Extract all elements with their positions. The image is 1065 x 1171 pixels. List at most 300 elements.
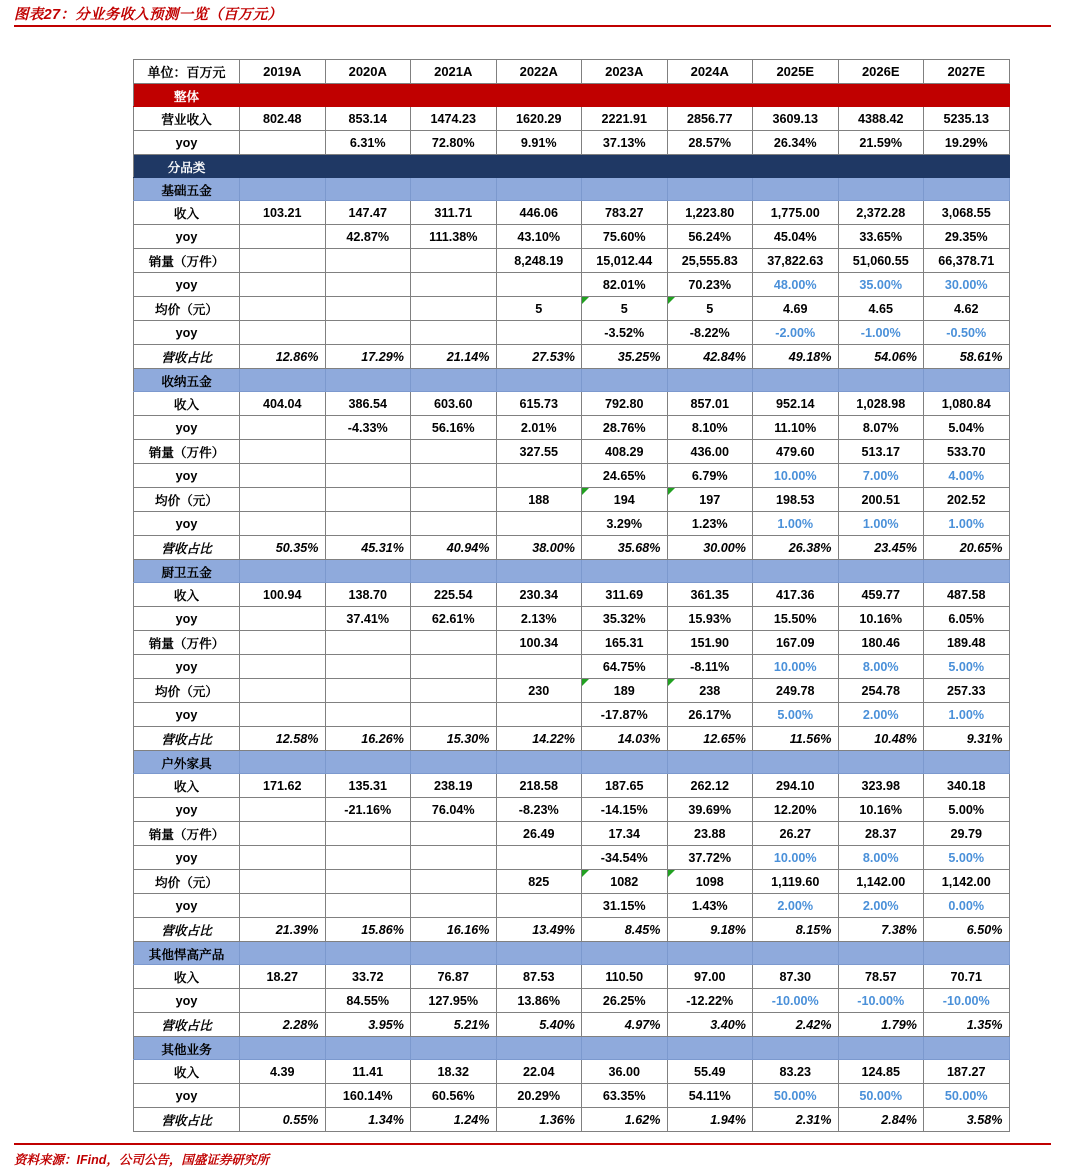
table-row	[134, 225, 1010, 249]
table-cell: 5.00%	[924, 798, 1010, 822]
table-cell: 408.29	[582, 440, 668, 464]
table-cell: 1,775.00	[753, 201, 839, 225]
table-cell: 487.58	[924, 583, 1010, 607]
table-cell	[240, 416, 326, 440]
table-cell: 28.37	[838, 822, 924, 846]
table-cell: 327.55	[496, 440, 582, 464]
section-banner-filler	[667, 560, 753, 583]
table-cell: 33.65%	[838, 225, 924, 249]
table-cell: 187.27	[924, 1060, 1010, 1084]
table-cell: 230.34	[496, 583, 582, 607]
section-banner-filler	[496, 942, 582, 965]
table-cell: 13.49%	[496, 918, 582, 942]
table-cell	[411, 488, 497, 512]
table-cell	[411, 440, 497, 464]
table-cell: 10.16%	[838, 798, 924, 822]
section-banner-filler	[496, 84, 582, 107]
section-banner-filler	[496, 155, 582, 178]
section-banner-filler	[753, 942, 839, 965]
table-cell: 1,080.84	[924, 392, 1010, 416]
table-cell: 56.16%	[411, 416, 497, 440]
table-cell: 8.10%	[667, 416, 753, 440]
table-row	[134, 249, 1010, 273]
row-label: yoy	[134, 894, 240, 918]
table-cell: 262.12	[667, 774, 753, 798]
table-cell: 187.65	[582, 774, 668, 798]
table-cell: 1.34%	[325, 1108, 411, 1132]
table-row	[134, 870, 1010, 894]
table-cell: 1.00%	[753, 512, 839, 536]
section-banner-filler	[582, 178, 668, 201]
table-cell: 25,555.83	[667, 249, 753, 273]
table-row	[134, 631, 1010, 655]
table-cell: 1.24%	[411, 1108, 497, 1132]
section-banner-filler	[240, 155, 326, 178]
row-label: 销量（万件）	[134, 440, 240, 464]
table-cell: -0.50%	[924, 321, 1010, 345]
section-banner-row	[134, 751, 1010, 774]
table-cell	[325, 894, 411, 918]
table-cell	[240, 870, 326, 894]
table-row	[134, 464, 1010, 488]
table-cell: 62.61%	[411, 607, 497, 631]
table-cell: -8.23%	[496, 798, 582, 822]
table-cell	[325, 846, 411, 870]
source-note: 资料来源：IFind，公司公告，国盛证券研究所	[14, 1153, 269, 1167]
table-cell: 459.77	[838, 583, 924, 607]
table-cell	[240, 512, 326, 536]
table-cell: 513.17	[838, 440, 924, 464]
table-cell: 533.70	[924, 440, 1010, 464]
section-banner-filler	[582, 560, 668, 583]
section-banner-filler	[753, 751, 839, 774]
table-cell	[411, 249, 497, 273]
column-header-2022A: 2022A	[496, 60, 582, 84]
section-banner-filler	[582, 155, 668, 178]
table-cell: 200.51	[838, 488, 924, 512]
section-banner-label: 户外家具	[134, 751, 240, 774]
table-cell: 8.00%	[838, 846, 924, 870]
table-cell: 22.04	[496, 1060, 582, 1084]
table-cell	[325, 321, 411, 345]
table-cell	[325, 512, 411, 536]
section-banner-filler	[753, 178, 839, 201]
column-header-2019A: 2019A	[240, 60, 326, 84]
table-cell	[325, 655, 411, 679]
table-cell	[496, 464, 582, 488]
table-cell: 49.18%	[753, 345, 839, 369]
table-cell: 340.18	[924, 774, 1010, 798]
table-cell: 0.00%	[924, 894, 1010, 918]
table-row	[134, 297, 1010, 321]
table-cell: 202.52	[924, 488, 1010, 512]
table-cell: 15.93%	[667, 607, 753, 631]
table-cell: 50.00%	[838, 1084, 924, 1108]
table-cell	[325, 273, 411, 297]
table-cell: 78.57	[838, 965, 924, 989]
section-banner-filler	[753, 1037, 839, 1060]
table-row	[134, 201, 1010, 225]
table-cell: 1,119.60	[753, 870, 839, 894]
table-cell: 479.60	[753, 440, 839, 464]
table-row	[134, 774, 1010, 798]
column-header-2023A: 2023A	[582, 60, 668, 84]
row-label: 均价（元）	[134, 870, 240, 894]
section-banner-filler	[325, 942, 411, 965]
table-cell: 5	[496, 297, 582, 321]
table-cell	[411, 321, 497, 345]
table-cell: 11.41	[325, 1060, 411, 1084]
table-cell: 35.32%	[582, 607, 668, 631]
table-cell: 103.21	[240, 201, 326, 225]
section-banner-filler	[325, 560, 411, 583]
table-cell: 4.62	[924, 297, 1010, 321]
table-cell	[325, 297, 411, 321]
table-cell: 5	[667, 297, 753, 321]
table-cell	[325, 870, 411, 894]
section-banner-filler	[411, 369, 497, 392]
table-cell: 1.79%	[838, 1013, 924, 1037]
table-cell: 3.40%	[667, 1013, 753, 1037]
table-cell: 5.40%	[496, 1013, 582, 1037]
row-label: 营收占比	[134, 918, 240, 942]
table-cell	[240, 273, 326, 297]
table-cell: 1,028.98	[838, 392, 924, 416]
table-cell: 5.21%	[411, 1013, 497, 1037]
table-cell: 257.33	[924, 679, 1010, 703]
table-cell: 249.78	[753, 679, 839, 703]
table-cell: 4.00%	[924, 464, 1010, 488]
table-cell: 127.95%	[411, 989, 497, 1013]
table-cell: 5	[582, 297, 668, 321]
table-cell: -8.11%	[667, 655, 753, 679]
table-cell	[240, 225, 326, 249]
table-cell: 5235.13	[924, 107, 1010, 131]
table-cell: 1.94%	[667, 1108, 753, 1132]
table-cell: 50.00%	[753, 1084, 839, 1108]
table-cell: 35.00%	[838, 273, 924, 297]
table-cell: 70.23%	[667, 273, 753, 297]
table-cell: 8.07%	[838, 416, 924, 440]
table-cell	[240, 1084, 326, 1108]
table-cell: 55.49	[667, 1060, 753, 1084]
table-cell	[411, 631, 497, 655]
table-cell: 1,142.00	[924, 870, 1010, 894]
table-cell: 802.48	[240, 107, 326, 131]
table-cell: 10.00%	[753, 464, 839, 488]
table-cell	[240, 464, 326, 488]
table-cell	[240, 607, 326, 631]
table-cell: 17.34	[582, 822, 668, 846]
table-cell: 45.31%	[325, 536, 411, 560]
table-cell: 12.65%	[667, 727, 753, 751]
section-banner-filler	[582, 84, 668, 107]
section-banner-filler	[667, 369, 753, 392]
table-row	[134, 488, 1010, 512]
table-cell: 82.01%	[582, 273, 668, 297]
row-label: 均价（元）	[134, 679, 240, 703]
row-label: yoy	[134, 273, 240, 297]
section-banner-filler	[838, 751, 924, 774]
table-cell	[411, 273, 497, 297]
table-cell: -14.15%	[582, 798, 668, 822]
section-banner-filler	[667, 1037, 753, 1060]
table-cell: 151.90	[667, 631, 753, 655]
table-cell: 26.17%	[667, 703, 753, 727]
table-row	[134, 846, 1010, 870]
table-cell: 857.01	[667, 392, 753, 416]
row-label: 收入	[134, 392, 240, 416]
table-cell	[240, 846, 326, 870]
table-cell: 21.59%	[838, 131, 924, 155]
table-cell: 5.04%	[924, 416, 1010, 440]
table-cell: 3.58%	[924, 1108, 1010, 1132]
table-cell	[411, 655, 497, 679]
table-header-row	[134, 60, 1010, 84]
section-banner-filler	[667, 84, 753, 107]
table-cell: 26.34%	[753, 131, 839, 155]
table-cell: 160.14%	[325, 1084, 411, 1108]
section-banner-filler	[924, 942, 1010, 965]
table-cell: 42.87%	[325, 225, 411, 249]
table-cell: 29.35%	[924, 225, 1010, 249]
section-banner-label: 分品类	[134, 155, 240, 178]
section-banner-filler	[838, 155, 924, 178]
table-cell: 64.75%	[582, 655, 668, 679]
row-label: yoy	[134, 416, 240, 440]
table-cell: 7.00%	[838, 464, 924, 488]
row-label: yoy	[134, 512, 240, 536]
section-banner-filler	[496, 560, 582, 583]
section-banner-filler	[753, 369, 839, 392]
table-row	[134, 131, 1010, 155]
table-row	[134, 392, 1010, 416]
table-cell: 2.42%	[753, 1013, 839, 1037]
table-cell: 35.25%	[582, 345, 668, 369]
table-cell	[240, 297, 326, 321]
source-divider	[14, 1143, 1051, 1145]
table-cell	[496, 655, 582, 679]
table-cell: 1.43%	[667, 894, 753, 918]
table-cell: 1082	[582, 870, 668, 894]
table-cell: 10.16%	[838, 607, 924, 631]
section-banner-filler	[411, 942, 497, 965]
table-cell: 1.36%	[496, 1108, 582, 1132]
table-cell: 48.00%	[753, 273, 839, 297]
table-cell: 10.48%	[838, 727, 924, 751]
table-cell	[496, 703, 582, 727]
table-cell: 21.14%	[411, 345, 497, 369]
table-cell: 230	[496, 679, 582, 703]
table-cell: 50.35%	[240, 536, 326, 560]
table-cell	[411, 822, 497, 846]
row-label: 营收占比	[134, 345, 240, 369]
table-cell: 56.24%	[667, 225, 753, 249]
section-banner-filler	[325, 84, 411, 107]
table-cell: 54.11%	[667, 1084, 753, 1108]
table-cell: 825	[496, 870, 582, 894]
table-cell: 19.29%	[924, 131, 1010, 155]
section-banner-filler	[411, 1037, 497, 1060]
row-label: yoy	[134, 607, 240, 631]
table-cell: 1620.29	[496, 107, 582, 131]
section-banner-filler	[667, 155, 753, 178]
revenue-forecast-table	[133, 59, 1010, 1132]
table-cell: 15.30%	[411, 727, 497, 751]
table-cell	[411, 512, 497, 536]
table-cell	[240, 655, 326, 679]
table-cell: 45.04%	[753, 225, 839, 249]
table-cell: 2.00%	[753, 894, 839, 918]
table-cell: 189	[582, 679, 668, 703]
section-banner-row	[134, 84, 1010, 107]
table-cell: 15,012.44	[582, 249, 668, 273]
table-cell: -17.87%	[582, 703, 668, 727]
table-cell: 37.41%	[325, 607, 411, 631]
table-row	[134, 703, 1010, 727]
table-cell: 26.49	[496, 822, 582, 846]
section-banner-filler	[838, 369, 924, 392]
section-banner-filler	[496, 1037, 582, 1060]
table-cell	[325, 464, 411, 488]
table-cell: 1474.23	[411, 107, 497, 131]
table-cell	[240, 131, 326, 155]
table-cell	[496, 321, 582, 345]
table-cell	[325, 631, 411, 655]
table-cell: 28.57%	[667, 131, 753, 155]
table-cell	[411, 894, 497, 918]
table-cell: 254.78	[838, 679, 924, 703]
table-cell	[240, 249, 326, 273]
table-cell: 66,378.71	[924, 249, 1010, 273]
table-cell: 8,248.19	[496, 249, 582, 273]
table-cell: 4.39	[240, 1060, 326, 1084]
table-cell: 8.15%	[753, 918, 839, 942]
table-cell: 18.32	[411, 1060, 497, 1084]
table-cell: 39.69%	[667, 798, 753, 822]
forecast-table-container	[133, 59, 1003, 1132]
section-banner-filler	[838, 84, 924, 107]
table-cell: 111.38%	[411, 225, 497, 249]
section-banner-row	[134, 178, 1010, 201]
table-cell: 36.00	[582, 1060, 668, 1084]
section-banner-label: 整体	[134, 84, 240, 107]
table-cell	[240, 989, 326, 1013]
table-cell	[325, 703, 411, 727]
table-cell	[496, 512, 582, 536]
table-cell: 54.06%	[838, 345, 924, 369]
table-row	[134, 107, 1010, 131]
table-cell: 1,142.00	[838, 870, 924, 894]
table-cell: 188	[496, 488, 582, 512]
table-cell: 311.71	[411, 201, 497, 225]
row-label: 均价（元）	[134, 488, 240, 512]
table-cell	[240, 488, 326, 512]
table-cell: 15.86%	[325, 918, 411, 942]
section-banner-filler	[838, 942, 924, 965]
table-cell: 24.65%	[582, 464, 668, 488]
table-cell: 4.97%	[582, 1013, 668, 1037]
table-cell: 1098	[667, 870, 753, 894]
section-banner-filler	[411, 155, 497, 178]
table-row	[134, 798, 1010, 822]
section-banner-filler	[325, 155, 411, 178]
table-cell: 51,060.55	[838, 249, 924, 273]
table-cell: 9.91%	[496, 131, 582, 155]
table-row	[134, 416, 1010, 440]
table-cell: 14.22%	[496, 727, 582, 751]
table-cell: 1.35%	[924, 1013, 1010, 1037]
table-cell: 10.00%	[753, 655, 839, 679]
table-row	[134, 894, 1010, 918]
table-cell: 28.76%	[582, 416, 668, 440]
table-cell	[240, 679, 326, 703]
table-cell: -1.00%	[838, 321, 924, 345]
table-body	[134, 60, 1010, 1132]
section-banner-filler	[240, 751, 326, 774]
table-row	[134, 1060, 1010, 1084]
table-cell: 194	[582, 488, 668, 512]
table-row	[134, 273, 1010, 297]
table-cell: 9.31%	[924, 727, 1010, 751]
table-row	[134, 512, 1010, 536]
table-cell: 783.27	[582, 201, 668, 225]
table-cell: 417.36	[753, 583, 839, 607]
table-row	[134, 679, 1010, 703]
section-banner-filler	[496, 751, 582, 774]
table-cell	[240, 440, 326, 464]
section-banner-filler	[753, 560, 839, 583]
section-banner-filler	[411, 178, 497, 201]
figure-title: 图表27：分业务收入预测一览（百万元）	[14, 7, 283, 23]
header-unit-label: 单位：百万元	[134, 60, 240, 84]
table-cell: 853.14	[325, 107, 411, 131]
section-banner-filler	[240, 84, 326, 107]
row-label: 销量（万件）	[134, 822, 240, 846]
table-cell: 16.16%	[411, 918, 497, 942]
row-label: yoy	[134, 225, 240, 249]
table-cell	[240, 703, 326, 727]
table-cell: 26.38%	[753, 536, 839, 560]
row-label: 收入	[134, 774, 240, 798]
section-banner-filler	[667, 178, 753, 201]
section-banner-filler	[924, 84, 1010, 107]
table-cell: 26.25%	[582, 989, 668, 1013]
table-cell: 60.56%	[411, 1084, 497, 1108]
table-cell: 12.58%	[240, 727, 326, 751]
section-banner-filler	[667, 751, 753, 774]
table-cell: 2.13%	[496, 607, 582, 631]
table-cell: 12.86%	[240, 345, 326, 369]
table-cell: 5.00%	[753, 703, 839, 727]
table-cell: 9.18%	[667, 918, 753, 942]
table-cell: 31.15%	[582, 894, 668, 918]
section-banner-filler	[838, 1037, 924, 1060]
table-cell: 30.00%	[667, 536, 753, 560]
table-cell: 11.10%	[753, 416, 839, 440]
section-banner-filler	[582, 751, 668, 774]
table-cell: 1.62%	[582, 1108, 668, 1132]
section-banner-label: 基础五金	[134, 178, 240, 201]
table-cell	[325, 822, 411, 846]
table-cell: 311.69	[582, 583, 668, 607]
table-cell: -3.52%	[582, 321, 668, 345]
table-cell: 63.35%	[582, 1084, 668, 1108]
section-banner-filler	[582, 942, 668, 965]
table-cell	[411, 846, 497, 870]
table-cell: 70.71	[924, 965, 1010, 989]
table-cell: 3.29%	[582, 512, 668, 536]
